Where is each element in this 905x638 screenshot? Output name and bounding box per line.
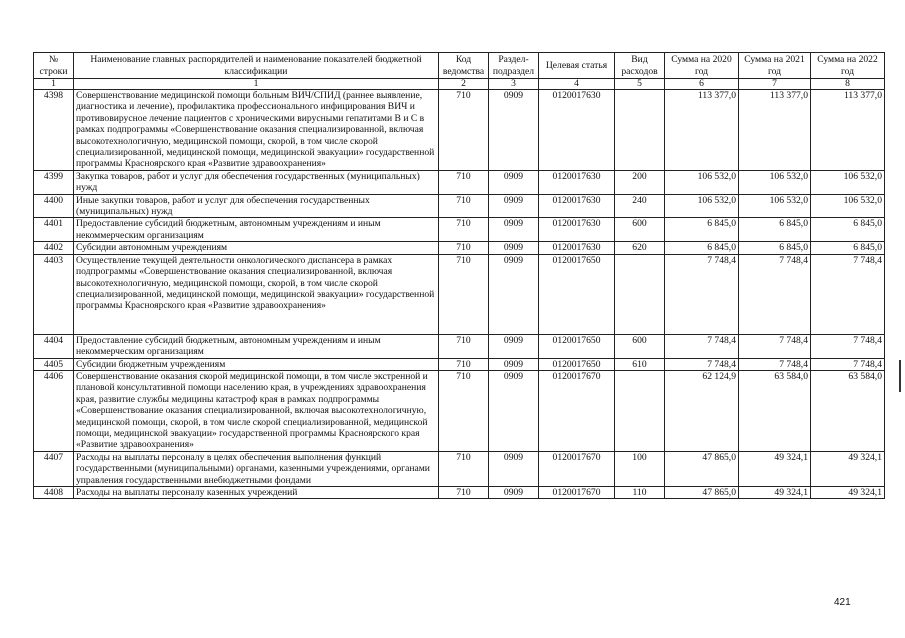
table-row [34,334,885,358]
row-section: 0909 [489,254,539,334]
row-target-article: 0120017630 [539,170,615,194]
row-department-code: 710 [439,242,489,254]
table-row [34,194,885,218]
row-number: 4403 [34,254,74,334]
row-sum-2022: 49 324,1 [811,486,885,498]
row-target-article: 0120017650 [539,254,615,334]
row-name: Осуществление текущей деятельности онкологического диспансера в рамках подпрограммы «Совершенствование оказания специализированной, включая высокотехнологичную, медицинской помощи, скорой, в том числе скорой специализированной, медицинской помощи, медицинской эвакуации» государственной программы Красноярского края «Развитие здравоохранения» [74,254,439,334]
row-sum-2021: 49 324,1 [739,451,811,486]
table-row [34,254,885,334]
table-row [34,90,885,171]
row-sum-2020: 7 748,4 [665,254,739,334]
table-row [34,170,885,194]
row-section: 0909 [489,451,539,486]
row-sum-2022: 7 748,4 [811,334,885,358]
row-sum-2022: 106 532,0 [811,194,885,218]
header-department-code: Код ведомства [439,53,489,79]
row-name: Совершенствование медицинской помощи больным ВИЧ/СПИД (раннее выявление, диагностика и лечение), профилактика профессионального инфицирования ВИЧ и противовирусное лечение пациентов с хроническими вирусными гепатитами В и С в рамках подпрограммы «Совершенствование оказания специализированной, включая высокотехнологичную, медицинской помощи, скорой, в том числе скорой специализированной, медицинской помощи, медицинской эвакуации» государственной программы Красноярского края «Развитие здравоохранения» [74,90,439,171]
row-expense-type [615,90,665,171]
row-target-article: 0120017630 [539,90,615,171]
row-department-code: 710 [439,218,489,242]
row-sum-2020: 6 845,0 [665,218,739,242]
row-number: 4405 [34,358,74,370]
row-sum-2022: 113 377,0 [811,90,885,171]
row-section: 0909 [489,218,539,242]
row-number: 4404 [34,334,74,358]
row-sum-2021: 7 748,4 [739,334,811,358]
row-department-code: 710 [439,334,489,358]
header-section: Раздел-подраздел [489,53,539,79]
column-number: 4 [539,79,615,90]
row-section: 0909 [489,334,539,358]
row-section: 0909 [489,194,539,218]
row-name: Предоставление субсидий бюджетным, автономным учреждениям и иным некоммерческим организациям [74,334,439,358]
row-expense-type: 200 [615,170,665,194]
row-sum-2020: 106 532,0 [665,170,739,194]
page-number: 421 [834,597,851,608]
column-number: 7 [739,79,811,90]
row-expense-type: 610 [615,358,665,370]
row-department-code: 710 [439,254,489,334]
table-header [34,53,885,90]
row-sum-2021: 106 532,0 [739,170,811,194]
budget-table [33,52,885,499]
row-number: 4400 [34,194,74,218]
row-expense-type: 620 [615,242,665,254]
row-name: Закупка товаров, работ и услуг для обеспечения государственных (муниципальных) нужд [74,170,439,194]
row-number: 4398 [34,90,74,171]
row-name: Совершенствование оказания скорой медицинской помощи, в том числе экстренной и плановой консультативной помощи населению края, в учреждениях здравоохранения края, развитие службы медицины катастроф края в рамках подпрограммы «Совершенствование оказания специализированной, включая высокотехнологичную, медицинской помощи, скорой, в том числе скорой специализированной, медицинской помощи, медицинской эвакуации» государственной программы Красноярского края «Развитие здравоохранения» [74,370,439,451]
row-expense-type: 110 [615,486,665,498]
row-expense-type: 240 [615,194,665,218]
row-sum-2021: 6 845,0 [739,242,811,254]
row-target-article: 0120017670 [539,486,615,498]
table-row [34,358,885,370]
row-expense-type [615,254,665,334]
row-sum-2022: 6 845,0 [811,242,885,254]
row-department-code: 710 [439,358,489,370]
row-department-code: 710 [439,90,489,171]
row-sum-2022: 49 324,1 [811,451,885,486]
header-row-number: № строки [34,53,74,79]
row-name: Расходы на выплаты персоналу в целях обеспечения выполнения функций государственными (муниципальными) органами, казенными учреждениями, органами управления государственными внебюджетными фондами [74,451,439,486]
row-target-article: 0120017650 [539,358,615,370]
row-sum-2021: 113 377,0 [739,90,811,171]
column-number: 3 [489,79,539,90]
row-sum-2022: 106 532,0 [811,170,885,194]
row-sum-2021: 7 748,4 [739,254,811,334]
table-row [34,218,885,242]
row-section: 0909 [489,170,539,194]
row-sum-2021: 63 584,0 [739,370,811,451]
header-sum-2022: Сумма на 2022 год [811,53,885,79]
row-sum-2020: 62 124,9 [665,370,739,451]
table-row [34,370,885,451]
header-expense-type: Вид расходов [615,53,665,79]
table-row [34,486,885,498]
column-number: 2 [439,79,489,90]
row-section: 0909 [489,242,539,254]
column-number: 8 [811,79,885,90]
row-sum-2022: 7 748,4 [811,254,885,334]
row-department-code: 710 [439,370,489,451]
row-number: 4402 [34,242,74,254]
column-number: 5 [615,79,665,90]
row-department-code: 710 [439,170,489,194]
row-target-article: 0120017670 [539,370,615,451]
row-sum-2020: 47 865,0 [665,451,739,486]
row-expense-type: 100 [615,451,665,486]
column-number: 6 [665,79,739,90]
row-number: 4399 [34,170,74,194]
row-sum-2021: 7 748,4 [739,358,811,370]
row-section: 0909 [489,486,539,498]
row-sum-2020: 6 845,0 [665,242,739,254]
row-sum-2021: 6 845,0 [739,218,811,242]
header-sum-2021: Сумма на 2021 год [739,53,811,79]
row-number: 4401 [34,218,74,242]
row-sum-2022: 6 845,0 [811,218,885,242]
header-target-article: Целевая статья [539,53,615,79]
row-expense-type [615,370,665,451]
row-sum-2020: 113 377,0 [665,90,739,171]
row-department-code: 710 [439,194,489,218]
row-section: 0909 [489,358,539,370]
row-sum-2020: 47 865,0 [665,486,739,498]
row-number: 4407 [34,451,74,486]
row-name: Субсидии бюджетным учреждениям [74,358,439,370]
row-name: Иные закупки товаров, работ и услуг для обеспечения государственных (муниципальных) нужд [74,194,439,218]
row-target-article: 0120017650 [539,334,615,358]
row-expense-type: 600 [615,334,665,358]
row-name: Субсидии автономным учреждениям [74,242,439,254]
row-sum-2021: 106 532,0 [739,194,811,218]
row-expense-type: 600 [615,218,665,242]
row-sum-2020: 7 748,4 [665,358,739,370]
row-target-article: 0120017630 [539,242,615,254]
table-row [34,242,885,254]
margin-mark [899,360,901,392]
row-sum-2022: 63 584,0 [811,370,885,451]
row-sum-2020: 7 748,4 [665,334,739,358]
row-section: 0909 [489,370,539,451]
header-sum-2020: Сумма на 2020 год [665,53,739,79]
row-sum-2020: 106 532,0 [665,194,739,218]
column-number: 1 [74,79,439,90]
row-target-article: 0120017630 [539,194,615,218]
row-sum-2021: 49 324,1 [739,486,811,498]
column-number: 1 [34,79,74,90]
row-name: Предоставление субсидий бюджетным, автономным учреждениям и иным некоммерческим организациям [74,218,439,242]
row-number: 4406 [34,370,74,451]
row-department-code: 710 [439,451,489,486]
row-target-article: 0120017630 [539,218,615,242]
row-department-code: 710 [439,486,489,498]
header-name: Наименование главных распорядителей и наименование показателей бюджетной классификации [74,53,439,79]
row-name: Расходы на выплаты персоналу казенных учреждений [74,486,439,498]
row-target-article: 0120017670 [539,451,615,486]
row-section: 0909 [489,90,539,171]
row-sum-2022: 7 748,4 [811,358,885,370]
row-number: 4408 [34,486,74,498]
table-row [34,451,885,486]
